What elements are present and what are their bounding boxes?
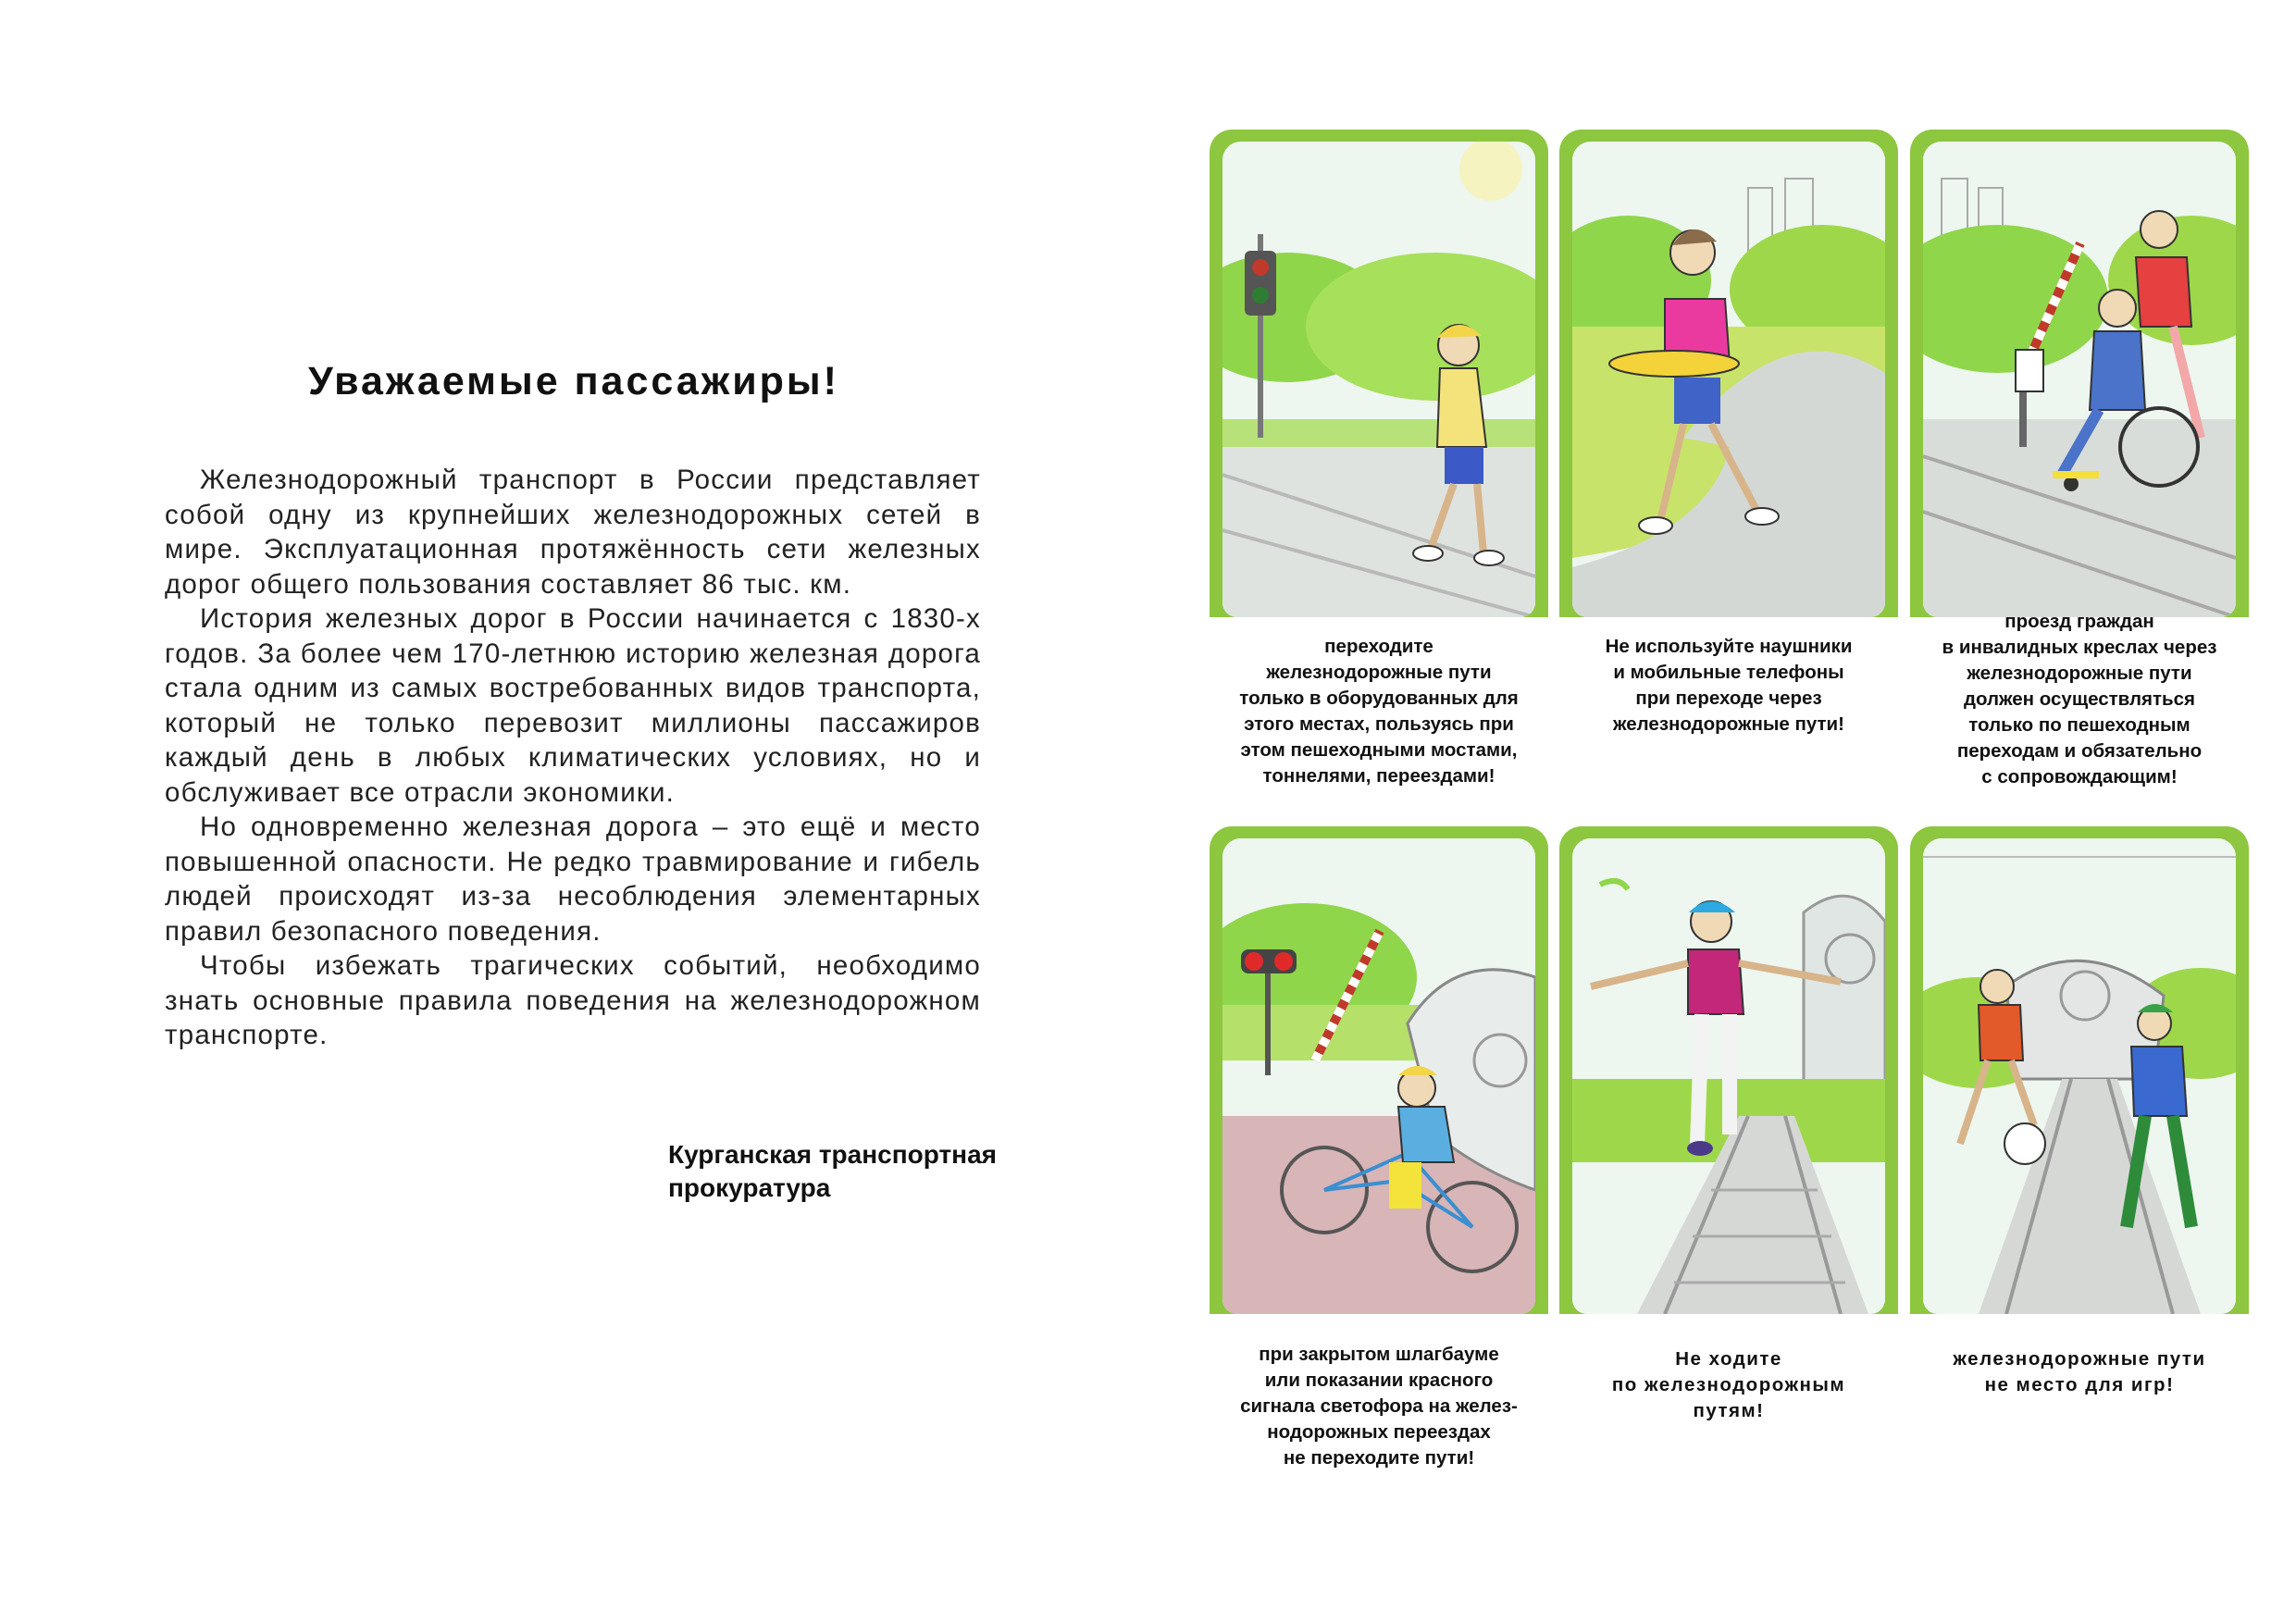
caption-line: и мобильные телефоны xyxy=(1613,662,1844,683)
caption-card-3 xyxy=(1910,609,2249,790)
card-pedestrian-crossing xyxy=(1210,130,1548,617)
caption-line: железнодорожные пути xyxy=(1266,662,1492,683)
caption-line: проезд граждан xyxy=(2004,611,2154,632)
caption-line: тоннелями, переездами! xyxy=(1262,765,1496,787)
caption-line: сигнала светофора на желез- xyxy=(1240,1395,1518,1417)
card-walking-on-rails xyxy=(1559,826,1898,1314)
barrier-bicycle-illustration xyxy=(1222,838,1535,1314)
paragraph: Но одновременно железная дорога – это ещё и место повышенной опасности. Не редко травмирование и гибель людей происходят из-за несоблюдения элементарных правил безопасного поведения. xyxy=(165,812,981,947)
caption-line: только по пешеходным xyxy=(1968,714,2191,736)
caption-line: железнодорожные пути xyxy=(1953,1348,2206,1370)
caption-line: в инвалидных креслах через xyxy=(1942,637,2217,658)
caption-line: при закрытом шлагбауме xyxy=(1259,1344,1499,1365)
card-playing-on-tracks xyxy=(1910,826,2249,1314)
caption-line: по железнодорожным xyxy=(1611,1374,1846,1395)
paragraph: Железнодорожный транспорт в России представляет собой одну из крупнейших железнодорожных сетей в мире. Эксплуатационная протяжённость сети железных дорог общего пользования составляет 86 тыс. км. xyxy=(165,465,981,600)
caption-line: должен осуществляться xyxy=(1963,688,2196,710)
page-title: Уважаемые пассажиры! xyxy=(308,359,839,403)
signature-line: Курганская транспортная xyxy=(668,1140,997,1169)
caption-line: железнодорожные пути! xyxy=(1613,713,1844,735)
caption-line: с сопровождающим! xyxy=(1981,766,2178,787)
playing-on-tracks-illustration xyxy=(1923,838,2236,1314)
card-barrier-bicycle xyxy=(1210,826,1548,1314)
wheelchair-illustration xyxy=(1923,142,2236,617)
caption-line: не место для игр! xyxy=(1984,1374,2175,1395)
card-headphones xyxy=(1559,130,1898,617)
caption-line: нодорожных переездах xyxy=(1267,1421,1491,1443)
intro-text xyxy=(165,463,981,1053)
caption-card-6 xyxy=(1910,1346,2249,1398)
caption-line: переходите xyxy=(1324,636,1433,657)
caption-line: переходам и обязательно xyxy=(1956,740,2203,762)
signature-line: прокуратура xyxy=(668,1173,831,1202)
caption-line: не переходите пути! xyxy=(1283,1447,1475,1469)
caption-line: этом пешеходными мостами, xyxy=(1240,739,1518,761)
card-wheelchair xyxy=(1910,130,2249,617)
caption-card-1 xyxy=(1210,634,1548,789)
signature xyxy=(668,1138,1057,1205)
caption-card-4 xyxy=(1210,1342,1548,1471)
caption-card-2 xyxy=(1559,634,1898,738)
headphones-illustration xyxy=(1572,142,1885,617)
caption-line: этого местах, пользуясь при xyxy=(1244,713,1514,735)
caption-line: Не ходите xyxy=(1675,1348,1782,1370)
walking-on-rails-illustration xyxy=(1572,838,1885,1314)
caption-line: Не используйте наушники xyxy=(1605,636,1853,657)
paragraph: Чтобы избежать трагических событий, необходимо знать основные правила поведения на железнодорожном транспорте. xyxy=(165,950,981,1050)
caption-card-5 xyxy=(1559,1346,1898,1424)
caption-line: только в оборудованных для xyxy=(1239,688,1519,709)
caption-line: путям! xyxy=(1693,1400,1765,1421)
pedestrian-crossing-illustration xyxy=(1222,142,1535,617)
caption-line: или показании красного xyxy=(1264,1370,1494,1391)
caption-line: железнодорожные пути xyxy=(1967,663,2192,684)
caption-line: при переходе через xyxy=(1635,688,1822,709)
paragraph: История железных дорог в России начинается с 1830-х годов. За более чем 170-летнюю историю железная дорога стала одним из самых востребованных видов транспорта, который не только перевозит миллионы пассажиров каждый день в любых климатических условиях, но и обслуживает все отрасли экономики. xyxy=(165,603,981,808)
